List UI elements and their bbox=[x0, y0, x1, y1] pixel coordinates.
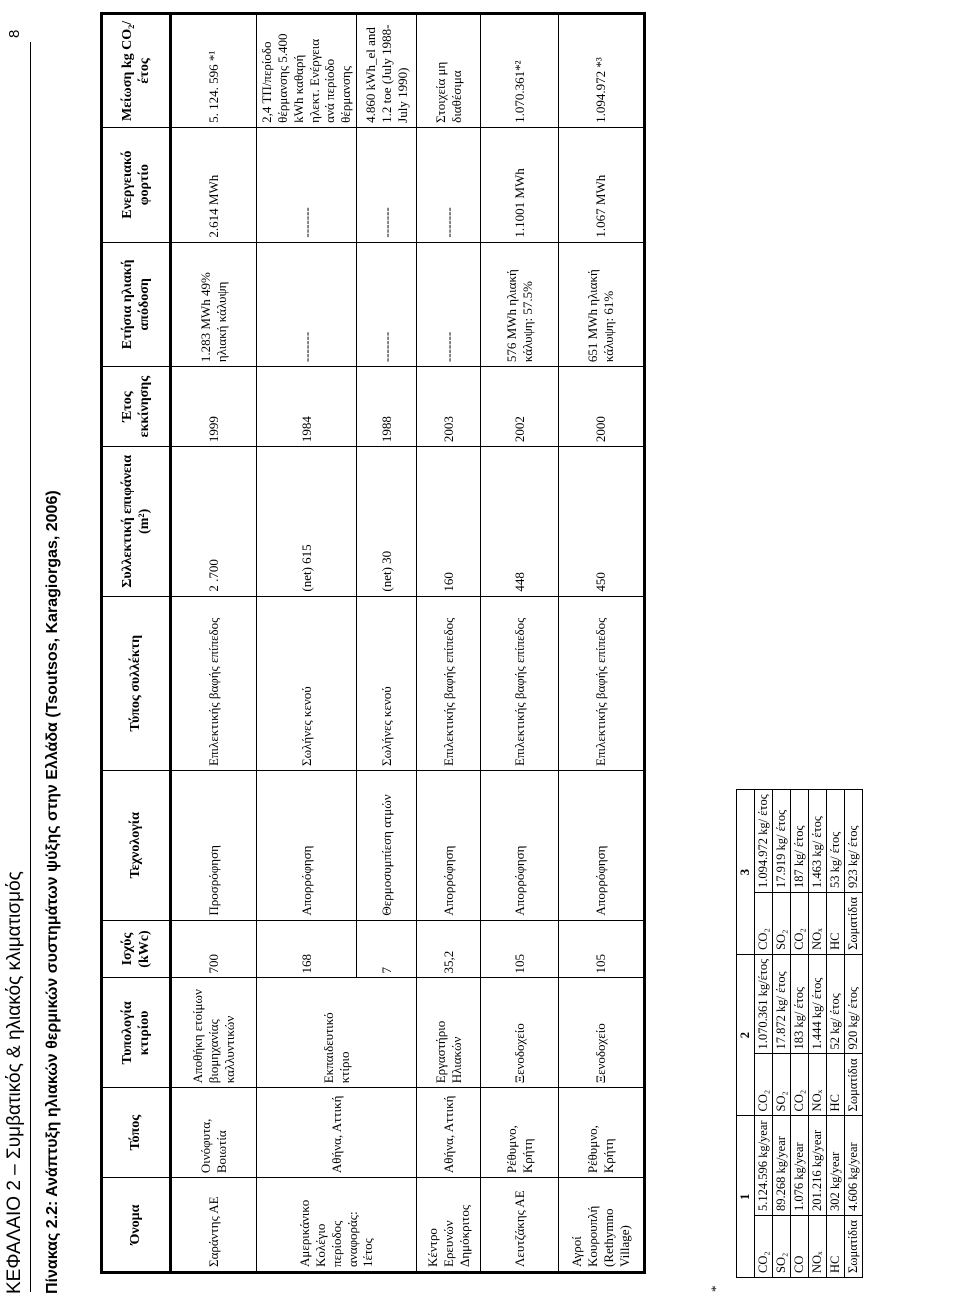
col-header-year: Έτος εκκίνησης bbox=[102, 367, 171, 447]
cell-power: 105 bbox=[481, 920, 559, 978]
amount: 183 kg/ έτος bbox=[791, 954, 809, 1054]
footnote-col-2: 2 bbox=[737, 954, 755, 1116]
table-row bbox=[171, 14, 257, 1273]
pollutant: HC bbox=[827, 1054, 845, 1116]
amount: 1.076 kg/year bbox=[791, 1116, 809, 1216]
cell-area: 2 .700 bbox=[171, 447, 257, 597]
footnote-row bbox=[755, 790, 773, 1278]
cell-power: 700 bbox=[171, 920, 257, 978]
pollutant: CO₂ bbox=[755, 1216, 773, 1278]
amount: 923 kg/ έτος bbox=[845, 790, 863, 893]
col-header-technology: Τεχνολογία bbox=[102, 770, 171, 920]
footnote-header-row bbox=[737, 790, 755, 1278]
cell-name: Αμερικάνικο Κολέγιο περίοδος αναφοράς: 1έτος bbox=[257, 1178, 417, 1273]
pollutant: NOₓ bbox=[809, 1216, 827, 1278]
footnote-row bbox=[845, 790, 863, 1278]
cell-collector: Σωλήνες κενού bbox=[257, 596, 357, 770]
amount: 1.463 kg/ έτος bbox=[809, 790, 827, 893]
amount: 1.444 kg/ έτος bbox=[809, 954, 827, 1054]
cell-year: 2002 bbox=[481, 367, 559, 447]
footnote-col-3: 3 bbox=[737, 790, 755, 955]
pollutant: Σωματίδια bbox=[845, 892, 863, 954]
cell-reduction: 1.070.361*² bbox=[481, 14, 559, 128]
chapter-header: ΚΕΦΑΛΑΙΟ 2 – Συμβατικός & ηλιακός κλιματισμός bbox=[4, 871, 25, 1294]
cell-place: Οινόφυτα, Βοιωτία bbox=[171, 1088, 257, 1178]
footnote-row bbox=[809, 790, 827, 1278]
pollutant: CO₂ bbox=[791, 1054, 809, 1116]
amount: 89.268 kg/year bbox=[773, 1116, 791, 1216]
col-header-name: Όνομα bbox=[102, 1178, 171, 1273]
cell-place: Αθήνα, Αττική bbox=[257, 1088, 417, 1178]
cell-yield: ------- bbox=[417, 242, 481, 367]
cell-typology: Ξενοδοχείο bbox=[559, 978, 645, 1088]
pollutant: CO₂ bbox=[791, 892, 809, 954]
pollutant: CO bbox=[791, 1216, 809, 1278]
pollutant: HC bbox=[827, 892, 845, 954]
pollutant: Σωματίδια bbox=[845, 1216, 863, 1278]
cell-place: Ρέθυμνο, Κρήτη bbox=[559, 1088, 645, 1178]
cell-year: 2000 bbox=[559, 367, 645, 447]
cell-area: 160 bbox=[417, 447, 481, 597]
page-number: 8 bbox=[6, 29, 23, 38]
pollutant: CO₂ bbox=[755, 892, 773, 954]
cell-technology: Προσρόφηση bbox=[171, 770, 257, 920]
cell-name: Λευτζάκης ΑΕ bbox=[481, 1178, 559, 1273]
cell-year: 1988 bbox=[357, 367, 417, 447]
cell-load: 1.067 MWh bbox=[559, 127, 645, 242]
col-header-yield: Ετήσια ηλιακή απόδοση bbox=[102, 242, 171, 367]
cell-typology: Εργαστήριο Ηλιακών bbox=[417, 978, 481, 1088]
cell-load: ------- bbox=[417, 127, 481, 242]
amount: 17.872 kg/ έτος bbox=[773, 954, 791, 1054]
cell-load: ------- bbox=[257, 127, 357, 242]
pollutant: SO₂ bbox=[773, 1054, 791, 1116]
amount: 17.919 kg/ έτος bbox=[773, 790, 791, 893]
amount: 187 kg/ έτος bbox=[791, 790, 809, 893]
col-header-load: Ενεργειακό φορτίο bbox=[102, 127, 171, 242]
cell-technology: Απορρόφηση bbox=[559, 770, 645, 920]
cell-name: Αγροί Κουρουπλή (Rethymno Village) bbox=[559, 1178, 645, 1273]
amount: 53 kg/ έτος bbox=[827, 790, 845, 893]
table-row bbox=[417, 14, 481, 1273]
header-rule bbox=[30, 42, 31, 1292]
amount: 302 kg/year bbox=[827, 1116, 845, 1216]
col-header-collector: Τύπος συλλέκτη bbox=[102, 596, 171, 770]
cell-area: (net) 30 bbox=[357, 447, 417, 597]
cell-technology: Θερμοσυμπίεση ατμών bbox=[357, 770, 417, 920]
solar-cooling-table bbox=[100, 12, 646, 1274]
footnote-row bbox=[827, 790, 845, 1278]
footnote-marker: * bbox=[708, 1285, 723, 1292]
cell-reduction: 1.094.972 *³ bbox=[559, 14, 645, 128]
col-header-area: Συλλεκτική επιφάνεια (m²) bbox=[102, 447, 171, 597]
cell-power: 105 bbox=[559, 920, 645, 978]
amount: 1.094.972 kg/ έτος bbox=[755, 790, 773, 893]
cell-power: 35,2 bbox=[417, 920, 481, 978]
amount: 5.124.596 kg/year bbox=[755, 1116, 773, 1216]
amount: 920 kg/ έτος bbox=[845, 954, 863, 1054]
pollutant: NOₓ bbox=[809, 892, 827, 954]
pollutant: SO₂ bbox=[773, 1216, 791, 1278]
col-header-typology: Τυπολογία κτιρίου bbox=[102, 978, 171, 1088]
table-row bbox=[257, 14, 357, 1273]
table-caption: Πίνακας 2.2: Ανάπτυξη ηλιακών θερμικών συστημάτων ψύξης στην Ελλάδα (Tsoutsos, Karagiorgas, 2006) bbox=[44, 490, 61, 1294]
cell-technology: Απορρόφηση bbox=[417, 770, 481, 920]
cell-collector: Επιλεκτικής βαφής επίπεδος bbox=[559, 596, 645, 770]
cell-area: (net) 615 bbox=[257, 447, 357, 597]
cell-power: 7 bbox=[357, 920, 417, 978]
amount: 1.070.361 kg/έτος bbox=[755, 954, 773, 1054]
cell-reduction: 5. 124. 596 *¹ bbox=[171, 14, 257, 128]
cell-technology: Απορρόφηση bbox=[481, 770, 559, 920]
pollutant: HC bbox=[827, 1216, 845, 1278]
cell-collector: Επιλεκτικής βαφής επίπεδος bbox=[481, 596, 559, 770]
cell-place: Αθήνα, Αττική bbox=[417, 1088, 481, 1178]
footnote-col-1: 1 bbox=[737, 1116, 755, 1278]
pollutant: CO₂ bbox=[755, 1054, 773, 1116]
cell-name: Σαράντης ΑΕ bbox=[171, 1178, 257, 1273]
cell-collector: Επιλεκτικής βαφής επίπεδος bbox=[171, 596, 257, 770]
cell-load: 1.1001 MWh bbox=[481, 127, 559, 242]
amount: 52 kg/ έτος bbox=[827, 954, 845, 1054]
pollutant: Σωματίδια bbox=[845, 1054, 863, 1116]
cell-reduction: Στοιχεία μη διαθέσιμα bbox=[417, 14, 481, 128]
cell-load: ------- bbox=[357, 127, 417, 242]
cell-area: 450 bbox=[559, 447, 645, 597]
cell-year: 1984 bbox=[257, 367, 357, 447]
footnote-row bbox=[773, 790, 791, 1278]
col-header-reduction: Μείωση kg CO₂/έτος bbox=[102, 14, 171, 128]
cell-reduction: 2,4 ΤΠ/περίοδο θέρμανσης 5.400 kWh καθαρή ηλεκτ. Ενέργεια ανά περίοδο θέρμανσης bbox=[257, 14, 357, 128]
cell-yield: 651 MWh ηλιακή κάλυψη: 61% bbox=[559, 242, 645, 367]
cell-collector: Σωλήνες κενού bbox=[357, 596, 417, 770]
amount: 4.606 kg/year bbox=[845, 1116, 863, 1216]
emissions-footnote-table bbox=[736, 789, 863, 1278]
col-header-place: Τόπος bbox=[102, 1088, 171, 1178]
cell-power: 168 bbox=[257, 920, 357, 978]
cell-name: Κέντρο Ερευνών Δημόκριτος bbox=[417, 1178, 481, 1273]
cell-technology: Απορρόφηση bbox=[257, 770, 357, 920]
cell-load: 2.614 MWh bbox=[171, 127, 257, 242]
cell-year: 1999 bbox=[171, 367, 257, 447]
cell-year: 2003 bbox=[417, 367, 481, 447]
table-row bbox=[559, 14, 645, 1273]
amount: 201.216 kg/year bbox=[809, 1116, 827, 1216]
cell-place: Ρέθυμνο, Κρήτη bbox=[481, 1088, 559, 1178]
cell-typology: Εκπαιδευτικό κτίριο bbox=[257, 978, 417, 1088]
cell-yield: ------- bbox=[357, 242, 417, 367]
pollutant: NOₓ bbox=[809, 1054, 827, 1116]
cell-yield: 576 MWh ηλιακή κάλυψη: 57.5% bbox=[481, 242, 559, 367]
header-row bbox=[102, 14, 171, 1273]
cell-yield: 1.283 MWh 49% ηλιακή κάλυψη bbox=[171, 242, 257, 367]
cell-reduction: 4.860 kWh_el and 1.2 toe (July 1988- July 1990) bbox=[357, 14, 417, 128]
col-header-power: Ισχύς (kWc) bbox=[102, 920, 171, 978]
cell-yield: ------- bbox=[257, 242, 357, 367]
cell-collector: Επιλεκτικής βαφής επίπεδος bbox=[417, 596, 481, 770]
cell-typology: Αποθήκη ετοίμων βιομηχανίας καλλυντικών bbox=[171, 978, 257, 1088]
cell-area: 448 bbox=[481, 447, 559, 597]
footnote-row bbox=[791, 790, 809, 1278]
cell-typology: Ξενοδοχείο bbox=[481, 978, 559, 1088]
pollutant: SO₂ bbox=[773, 892, 791, 954]
table-row bbox=[481, 14, 559, 1273]
